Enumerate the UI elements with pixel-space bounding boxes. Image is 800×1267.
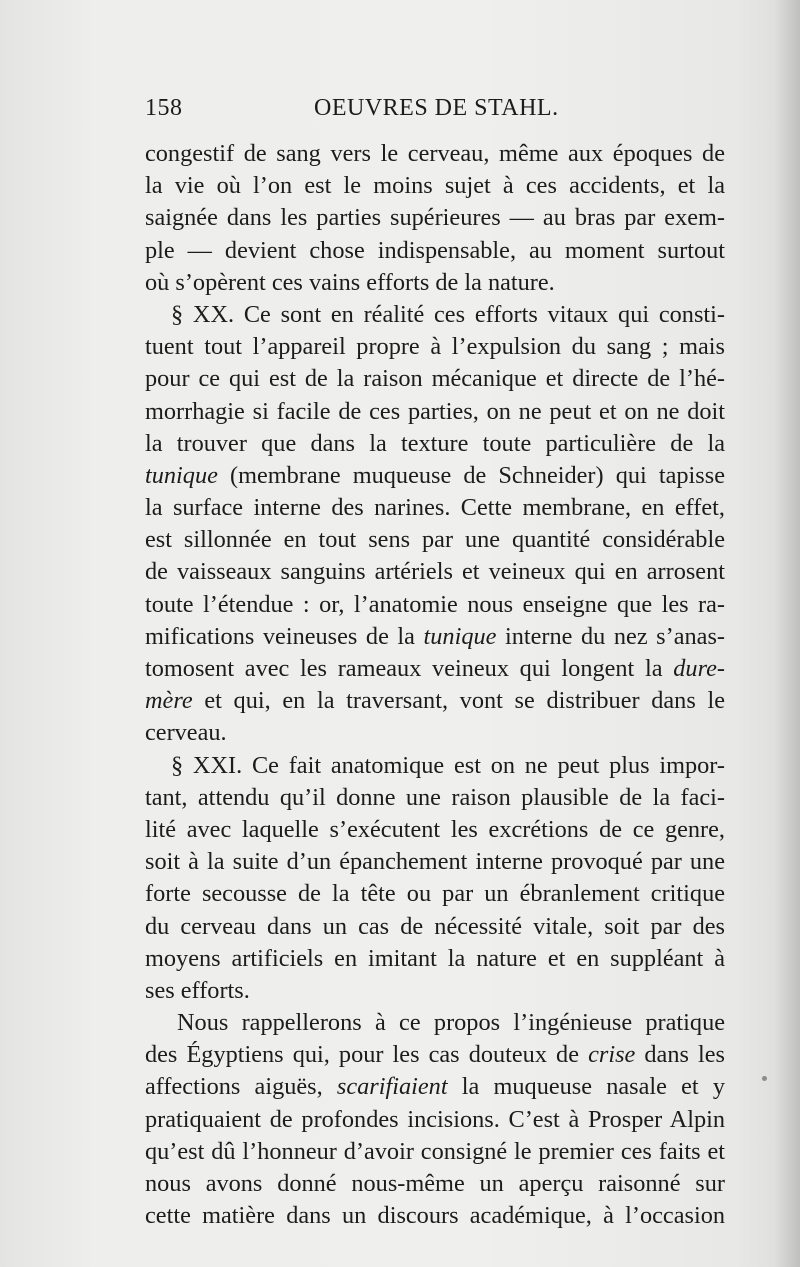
text-line: pratiquaient de profondes incisions. C’est à Prosper Alpin [145,1105,725,1133]
text-line: tomosent avec les rameaux veineux qui longent la dure- [145,655,725,682]
text-line: la surface interne des narines. Cette membrane, en effet, [145,494,725,522]
text-line: la trouver que dans la texture toute particulière de la [145,429,725,457]
text-line: du cerveau dans un cas de nécessité vitale, soit par des [145,912,725,940]
text-line: est sillonnée en tout sens par une quantité considérable [145,526,725,554]
text-line: saignée dans les parties supérieures — au bras par exem- [145,204,725,232]
text-line: § XX. Ce sont en réalité ces efforts vitaux qui consti- [171,300,725,328]
text-line: ses efforts. [145,976,250,1004]
text-line: forte secousse de la tête ou par un ébranlement critique [145,880,725,908]
text-line: de vaisseaux sanguins artériels et veineux qui en arrosent [145,558,725,586]
text-line: soit à la suite d’un épanchement interne provoqué par une [145,848,725,876]
text-line: § XXI. Ce fait anatomique est on ne peut plus impor- [171,751,725,779]
text-line: tuent tout l’appareil propre à l’expulsion du sang ; mais [145,333,725,361]
text-line: toute l’étendue : or, l’anatomie nous enseigne que les ra- [145,590,725,618]
text-line: lité avec laquelle s’exécutent les excrétions de ce genre, [145,815,725,843]
ink-spot [762,1076,767,1081]
text-line: moyens artificiels en imitant la nature et en suppléant à [145,944,725,972]
text-line: cerveau. [145,719,227,747]
page-edge-shadow [774,0,800,1267]
body-text [145,138,725,1232]
text-line: cette matière dans un discours académique, à l’occasion [145,1202,725,1230]
running-head [145,95,725,131]
paragraph [145,138,725,299]
paragraph [145,1007,725,1232]
paragraph-section-xx [145,299,725,750]
text-line: tant, attendu qu’il donne une raison plausible de la faci- [145,783,725,811]
running-title: OEUVRES DE STAHL. [314,95,559,121]
text-line: Nous rappellerons à ce propos l’ingénieuse pratique [177,1009,725,1037]
text-line: qu’est dû l’honneur d’avoir consigné le premier ces faits et [145,1137,725,1165]
text-line: mère et qui, en la traversant, vont se distribuer dans le [145,687,725,715]
text-line: où s’opèrent ces vains efforts de la nature. [145,268,555,296]
page-number: 158 [145,95,183,121]
text-line: nous avons donné nous-même un aperçu raisonné sur [145,1170,725,1197]
text-line: ple — devient chose indispensable, au moment surtout [145,236,725,264]
paragraph-section-xxi [145,750,725,1008]
text-line: des Égyptiens qui, pour les cas douteux de crise dans les [145,1041,725,1069]
text-line: tunique (membrane muqueuse de Schneider) qui tapisse [145,461,725,489]
text-line: congestif de sang vers le cerveau, même aux époques de [145,140,725,167]
text-line: morrhagie si facile de ces parties, on ne peut et on ne doit [145,397,725,425]
text-line: la vie où l’on est le moins sujet à ces accidents, et la [145,172,725,200]
text-line: mifications veineuses de la tunique interne du nez s’anas- [145,622,725,650]
text-line: affections aiguës, scarifiaient la muqueuse nasale et y [145,1073,725,1101]
text-line: pour ce qui est de la raison mécanique et directe de l’hé- [145,365,725,393]
